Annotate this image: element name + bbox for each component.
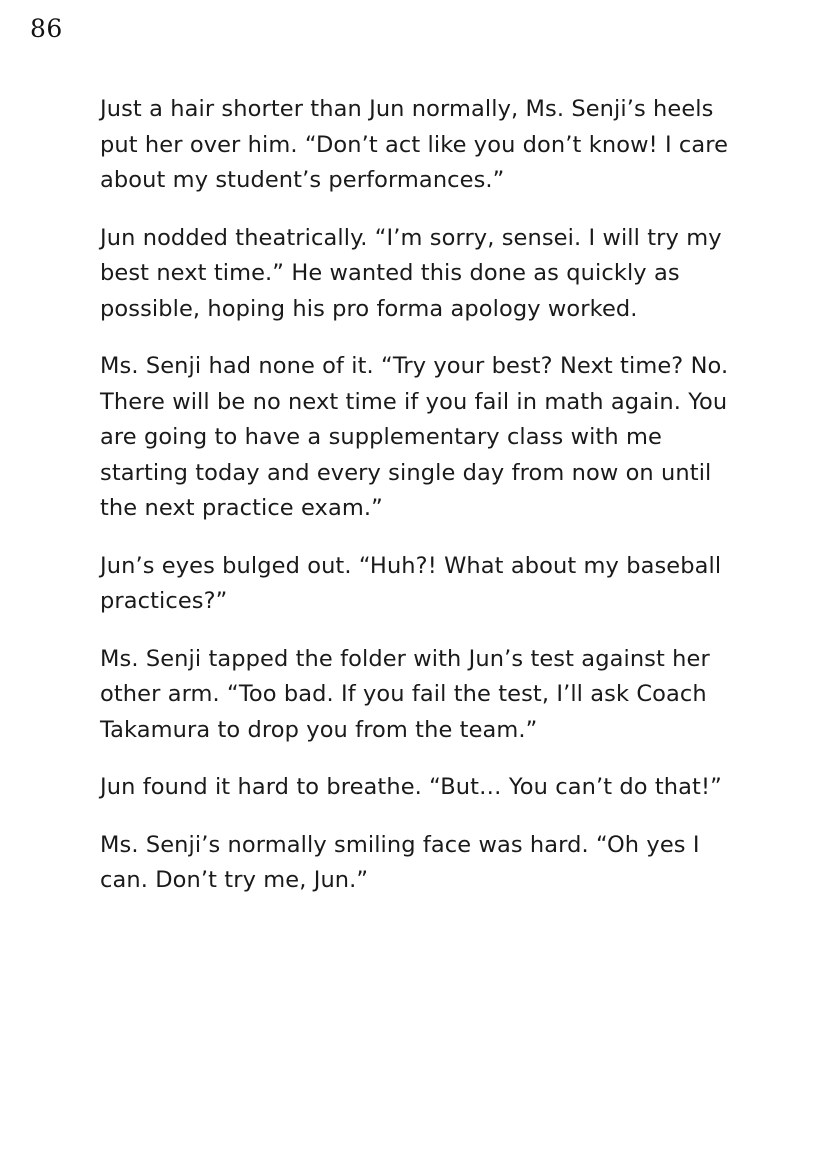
paragraph: Just a hair shorter than Jun normally, Ms. Senji’s heels put her over him. “Don’t act like you don’t know! I care about my student’s performances.” [100,96,736,193]
paragraph: Jun’s eyes bulged out. “Huh?! What about my baseball practices?” [100,552,729,614]
paragraph: Ms. Senji tapped the folder with Jun’s test against her other arm. “Too bad. If you fail the test, I’ll ask Coach Takamura to drop you from the team.” [100,645,718,743]
page-body-text [100,92,736,899]
paragraph: Jun nodded theatrically. “I’m sorry, sensei. I will try my best next time.” He wanted this done as quickly as possible, hoping his pro forma apology worked. [100,224,729,322]
paragraph: Ms. Senji’s normally smiling face was hard. “Oh yes I can. Don’t try me, Jun.” [100,831,707,893]
paragraph: Ms. Senji had none of it. “Try your best? Next time? No. There will be no next time if you fail in math again. You are going to have a supplementary class with me starting today and every single day from now on until the next practice exam.” [100,353,736,521]
paragraph: Jun found it hard to breathe. “But… You can’t do that!” [100,774,722,800]
page-number: 86 [30,14,63,43]
